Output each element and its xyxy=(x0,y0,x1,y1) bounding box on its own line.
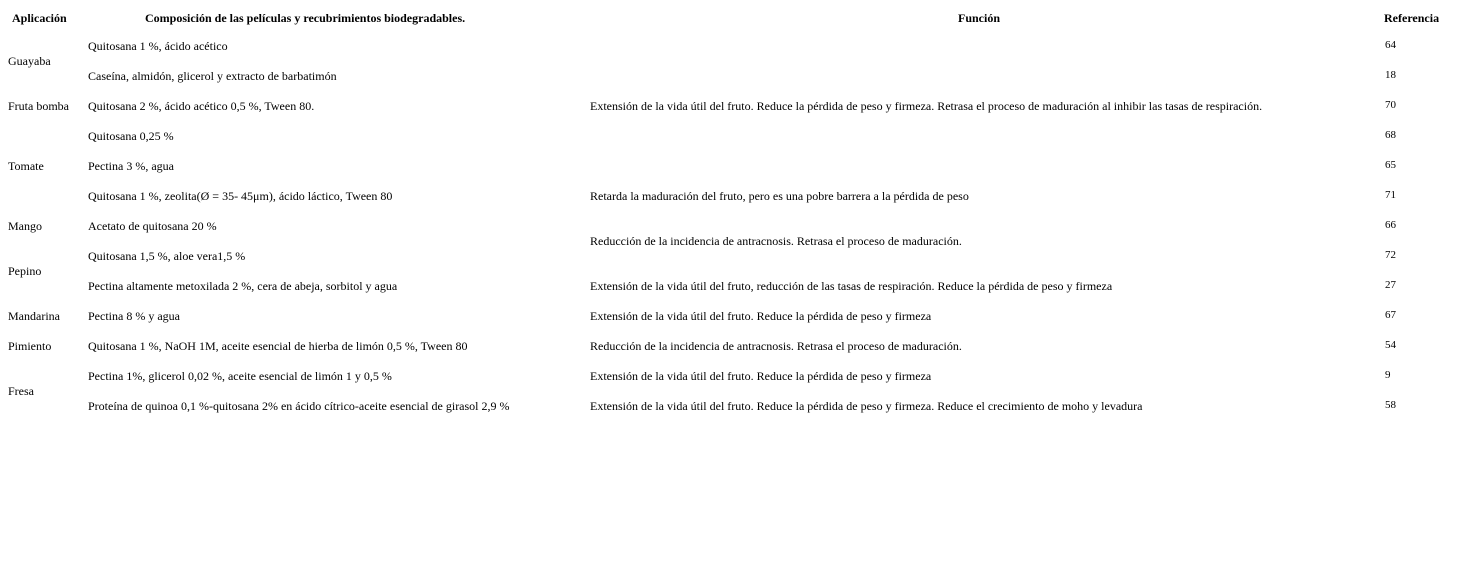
reference-cell: 9 xyxy=(1385,369,1391,381)
reference-cell: 72 xyxy=(1385,249,1396,261)
reference-cell: 70 xyxy=(1385,99,1396,111)
composition-cell: Quitosana 0,25 % xyxy=(88,129,174,143)
application-mandarina: Mandarina xyxy=(8,309,60,323)
function-cell-merged: Reducción de la incidencia de antracnosis. Retrasa el proceso de maduración. xyxy=(590,234,962,248)
composition-cell: Pectina altamente metoxilada 2 %, cera de abeja, sorbitol y agua xyxy=(88,279,398,293)
function-cell: Retarda la maduración del fruto, pero es una pobre barrera a la pérdida de peso xyxy=(590,189,969,203)
application-pepino: Pepino xyxy=(8,264,42,278)
composition-cell: Acetato de quitosana 20 % xyxy=(88,219,217,233)
reference-cell: 67 xyxy=(1385,309,1396,321)
application-guayaba: Guayaba xyxy=(8,54,51,68)
reference-cell: 64 xyxy=(1385,39,1396,51)
application-mango: Mango xyxy=(8,219,42,233)
reference-cell: 71 xyxy=(1385,189,1396,201)
application-pimiento: Pimiento xyxy=(8,339,52,353)
reference-cell: 27 xyxy=(1385,279,1396,291)
header-funcion: Función xyxy=(958,11,1001,25)
composition-cell: Pectina 3 %, agua xyxy=(88,159,174,173)
composition-cell: Proteína de quinoa 0,1 %-quitosana 2% en ácido cítrico-aceite esencial de girasol 2,9 % xyxy=(88,399,510,413)
composition-cell: Pectina 8 % y agua xyxy=(88,309,180,323)
header-referencia: Referencia xyxy=(1384,11,1440,25)
application-fresa: Fresa xyxy=(8,384,34,398)
reference-cell: 58 xyxy=(1385,399,1396,411)
header-aplicacion: Aplicación xyxy=(12,11,67,25)
composition-cell: Quitosana 1 %, zeolita(Ø = 35- 45μm), ácido láctico, Tween 80 xyxy=(88,189,393,203)
function-cell: Extensión de la vida útil del fruto, reducción de las tasas de respiración. Reduce la pérdida de peso y firmeza xyxy=(590,279,1113,293)
function-cell: Extensión de la vida útil del fruto. Reduce la pérdida de peso y firmeza. Retrasa el proceso de maduración al inhibir las tasas de respiración. xyxy=(590,99,1263,113)
reference-cell: 65 xyxy=(1385,159,1396,171)
function-cell: Reducción de la incidencia de antracnosis. Retrasa el proceso de maduración. xyxy=(590,339,962,353)
reference-cell: 18 xyxy=(1385,69,1396,81)
function-cell: Extensión de la vida útil del fruto. Reduce la pérdida de peso y firmeza xyxy=(590,369,932,383)
reference-cell: 66 xyxy=(1385,219,1396,231)
composition-cell: Quitosana 1 %, ácido acético xyxy=(88,39,228,53)
composition-cell: Quitosana 1,5 %, aloe vera1,5 % xyxy=(88,249,246,263)
application-fruta-bomba: Fruta bomba xyxy=(8,99,69,113)
composition-cell: Quitosana 1 %, NaOH 1M, aceite esencial de hierba de limón 0,5 %, Tween 80 xyxy=(88,339,468,353)
composition-cell: Caseína, almidón, glicerol y extracto de barbatimón xyxy=(88,69,337,83)
function-cell: Extensión de la vida útil del fruto. Reduce la pérdida de peso y firmeza xyxy=(590,309,932,323)
function-cell: Extensión de la vida útil del fruto. Reduce la pérdida de peso y firmeza. Reduce el crecimiento de moho y levadura xyxy=(590,399,1143,413)
application-tomate: Tomate xyxy=(8,159,44,173)
reference-cell: 68 xyxy=(1385,129,1396,141)
header-composicion: Composición de las películas y recubrimientos biodegradables. xyxy=(145,11,466,25)
composition-cell: Quitosana 2 %, ácido acético 0,5 %, Tween 80. xyxy=(88,99,315,113)
reference-cell: 54 xyxy=(1385,339,1396,351)
composition-cell: Pectina 1%, glicerol 0,02 %, aceite esencial de limón 1 y 0,5 % xyxy=(88,369,392,383)
